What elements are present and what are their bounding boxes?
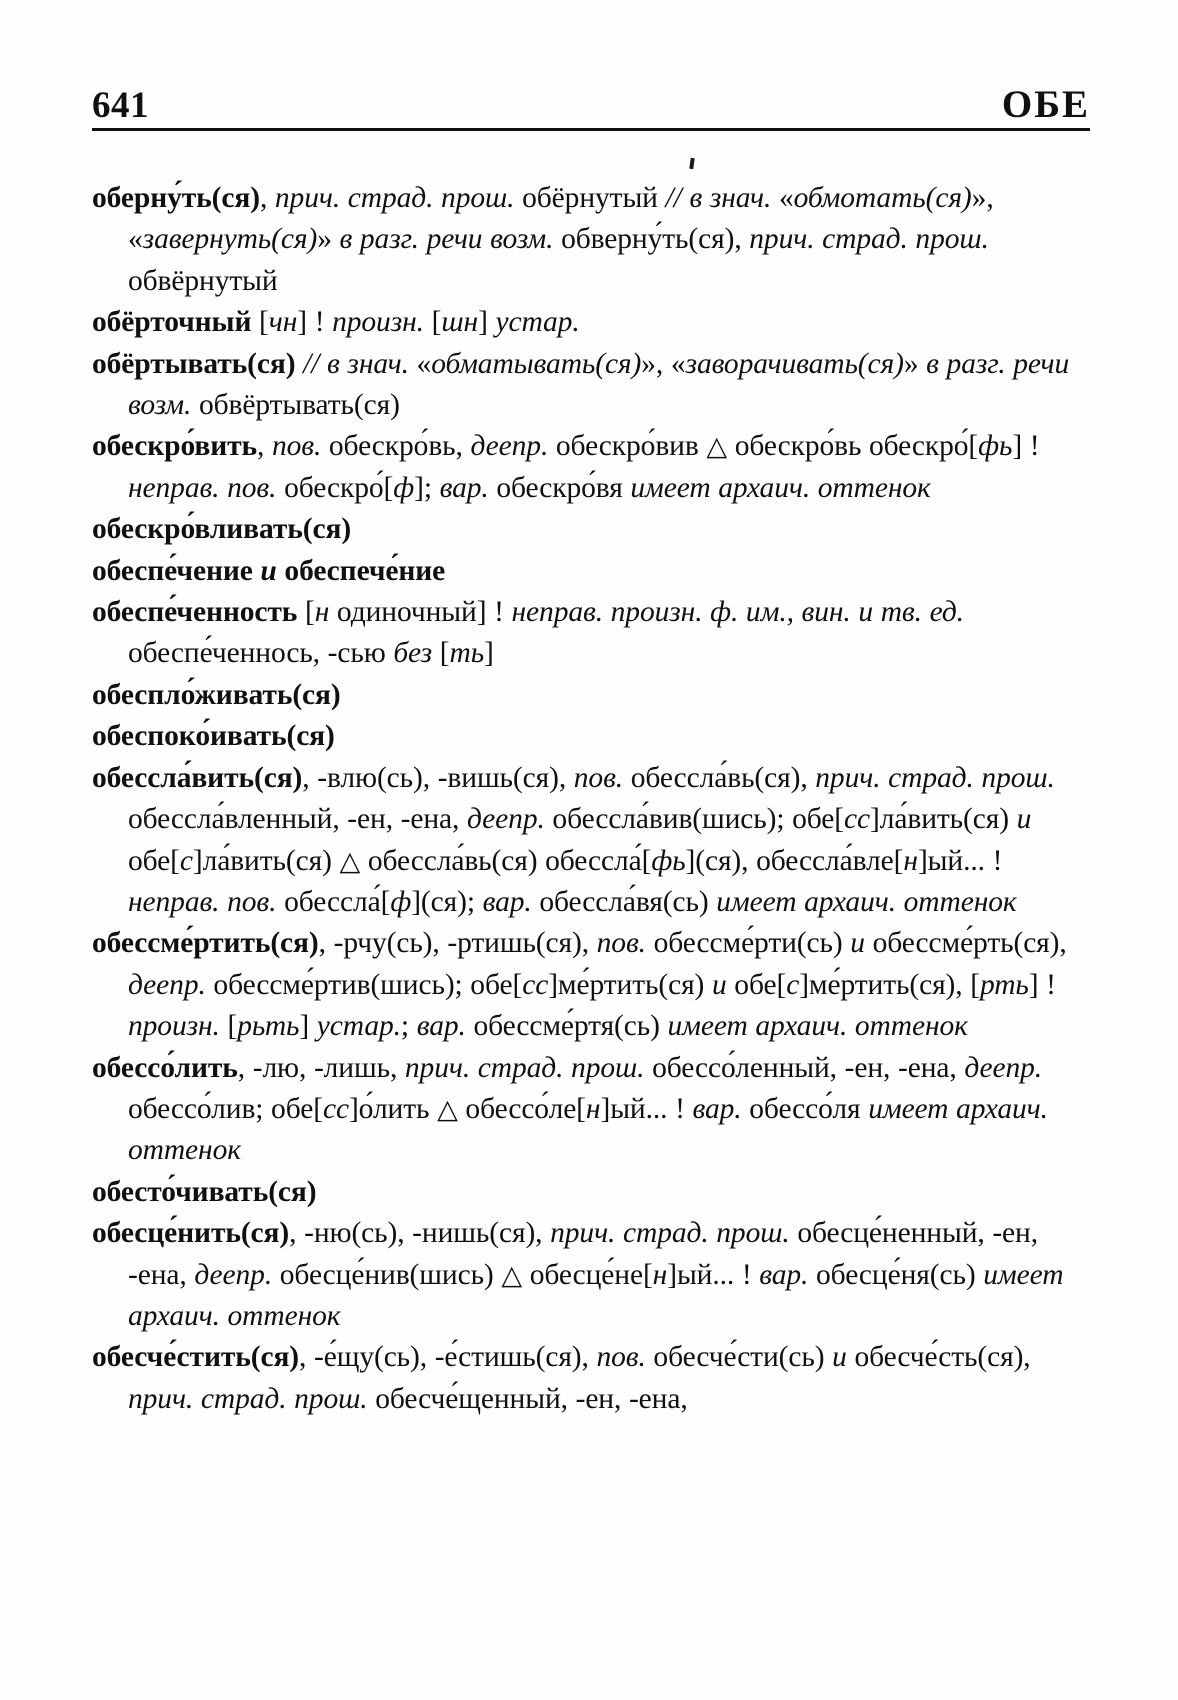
entry-text: обеспло́живать(ся) <box>92 678 341 711</box>
entry-text: обёрточный [чн] ! произн. [шн] устар. <box>92 306 580 339</box>
entry-text: обеспе́чение и обеспече́ние <box>92 554 446 587</box>
dictionary-entry <box>92 426 1092 509</box>
scan-speck <box>689 158 694 169</box>
dictionary-entry <box>92 716 1092 757</box>
page-number: 641 <box>92 85 149 126</box>
dictionary-entry <box>92 1337 1092 1420</box>
entry-text: обессо́лить, -лю, -лишь, прич. страд. прош. обессо́ленный, -ен, -ена, деепр. обессо́лив; обе[сс]о́лить △ обессо́ле[н]ый... ! вар. обессо́ля имеет архаич. оттенок <box>92 1051 1048 1167</box>
dictionary-entry <box>92 758 1092 924</box>
entry-text: обессме́ртить(ся), -рчу(сь), -ртишь(ся), пов. обессме́рти(сь) и обессме́рть(ся), деепр. обессме́ртив(шись); обе[сс]ме́ртить(ся) и обе[с]ме́ртить(ся), [рть] ! произн. [рьть] устар.; вар. обессме́ртя(сь) имеет архаич. оттенок <box>92 927 1067 1043</box>
dictionary-entry <box>92 1172 1092 1213</box>
dictionary-entry <box>92 344 1092 427</box>
running-head <box>92 66 1090 124</box>
entry-text: обесче́стить(ся), -е́щу(сь), -е́стишь(ся), пов. обесче́сти(сь) и обесче́сть(ся), прич. страд. прош. обесче́щенный, -ен, -ена, <box>92 1341 1031 1415</box>
dictionary-entry <box>92 302 1092 343</box>
dictionary-entry <box>92 1048 1092 1172</box>
entry-text: обеспоко́ивать(ся) <box>92 720 335 753</box>
entry-text: обёртывать(ся) // в знач. «обматывать(ся)», «заворачивать(ся)» в разг. речи возм. обвёртывать(ся) <box>92 347 1070 422</box>
header-rule <box>92 128 1090 131</box>
entry-column <box>92 178 1092 1420</box>
dictionary-entry <box>92 923 1092 1047</box>
entry-text: оберну́ть(ся), прич. страд. прош. обёрнутый // в знач. «обмотать(ся)», «завернуть(ся)» в разг. речи возм. обверну́ть(ся), прич. страд. прош. обвёрнутый <box>92 182 994 297</box>
entry-text: обеспе́ченность [н одиночный] ! неправ. произн. ф. им., вин. и тв. ед. обеспе́ченнось, -сью без [ть] <box>92 596 964 670</box>
dictionary-entry <box>92 551 1092 592</box>
dictionary-entry <box>92 1213 1092 1337</box>
dictionary-entry <box>92 178 1092 302</box>
guide-word: ОБЕ <box>1001 83 1090 126</box>
dictionary-entry <box>92 592 1092 675</box>
entry-text: обессла́вить(ся), -влю(сь), -вишь(ся), пов. обессла́вь(ся), прич. страд. прош. обессла́вленный, -ен, -ена, деепр. обессла́вив(шись); обе[сс]ла́вить(ся) и обе[с]ла́вить(ся) △ обессла́вь(ся) обессла́[фь](ся), обессла́вле[н]ый... ! неправ. пов. обессла́[ф](ся); вар. обессла́вя(сь) имеет архаич. оттенок <box>92 761 1055 918</box>
entry-text: обескро́вить, пов. обескро́вь, деепр. обескро́вив △ обескро́вь обескро́[фь] ! неправ. пов. обескро́[ф]; вар. обескро́вя имеет архаич. оттенок <box>92 430 1040 504</box>
dictionary-entry <box>92 509 1092 550</box>
dictionary-entry <box>92 675 1092 716</box>
entry-text: обескро́вливать(ся) <box>92 513 352 546</box>
entry-text: обесце́нить(ся), -ню(сь), -нишь(ся), прич. страд. прош. обесце́ненный, -ен, -ена, деепр. обесце́нив(шись) △ обесце́не[н]ый... ! вар. обесце́ня(сь) имеет архаич. оттенок <box>92 1217 1064 1332</box>
entry-text: обесто́чивать(ся) <box>92 1175 317 1208</box>
